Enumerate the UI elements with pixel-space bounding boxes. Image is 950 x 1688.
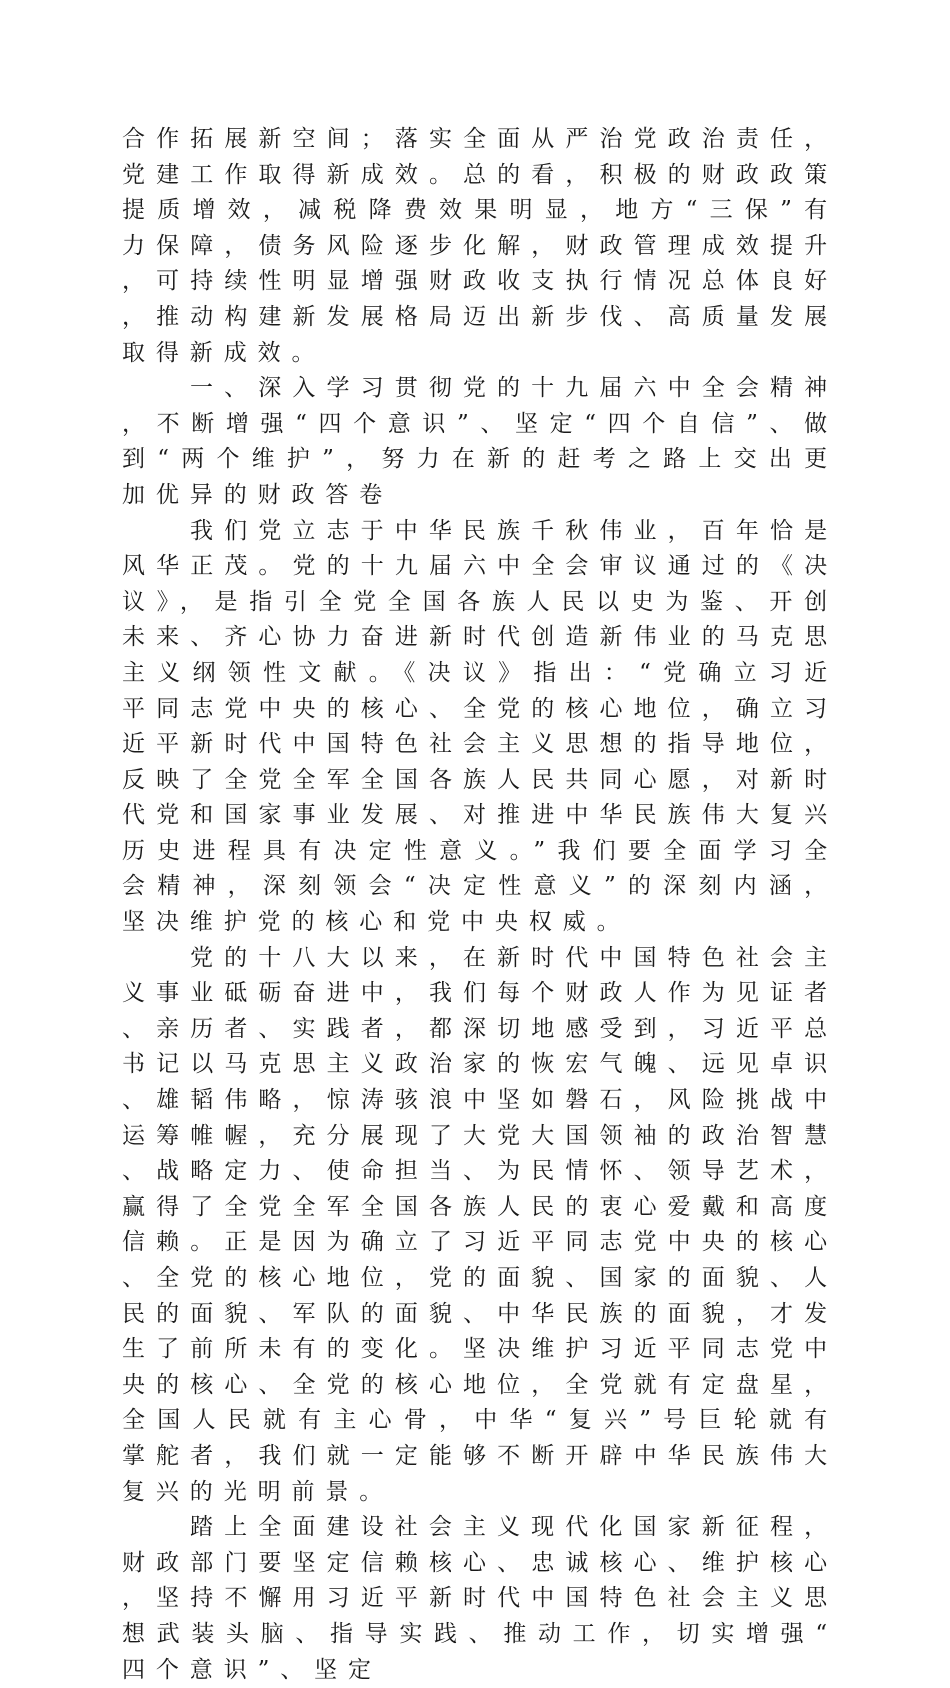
paragraph-since-18th-congress: 党的十八大以来，在新时代中国特色社会主义事业砥砺奋进中，我们每个财政人作为见证者、亲历者、实践者，都深切地感受到，习近平总书记以马克思主义政治家的恢宏气魄、远见卓识、雄韬伟略，惊涛骇浪中坚如磐石，风险挑战中运筹帷幄，充分展现了大党大国领袖的政治智慧、战略定力、使命担当、为民情怀、领导艺术，赢得了全党全军全国各族人民的衷心爱戴和高度信赖。正是因为确立了习近平同志党中央的核心、全党的核心地位，党的面貌、国家的面貌、人民的面貌、军队的面貌、中华民族的面貌，才发生了前所未有的变化。坚决维护习近平同志党中央的核心、全党的核心地位，全党就有定盘星，全国人民就有主心骨，中华“复兴”号巨轮就有掌舵者，我们就一定能够不断开辟中华民族伟大复兴的光明前景。 [122, 944, 838, 1505]
section-heading-1: 一、深入学习贯彻党的十九届六中全会精神，不断增强“四个意识”、坚定“四个自信”、做到“两个维护”，努力在新的赶考之路上交出更加优异的财政答卷 [122, 375, 838, 508]
paragraph-resolution: 我们党立志于中华民族千秋伟业，百年恰是风华正茂。党的十九届六中全会审议通过的《决议》，是指引全党全国各族人民以史为鉴、开创未来、齐心协力奋进新时代创造新伟业的马克思主义纲领性文献。《决议》指出：“党确立习近平同志党中央的核心、全党的核心地位，确立习近平新时代中国特色社会主义思想的指导地位，反映了全党全军全国各族人民共同心愿，对新时代党和国家事业发展、对推进中华民族伟大复兴历史进程具有决定性意义。”我们要全面学习全会精神，深刻领会“决定性意义”的深刻内涵，坚决维护党的核心和党中央权威。 [122, 517, 838, 936]
paragraph-new-journey: 踏上全面建设社会主义现代化国家新征程，财政部门要坚定信赖核心、忠诚核心、维护核心，坚持不懈用习近平新时代中国特色社会主义思想武装头脑、指导实践、推动工作，切实增强“四个意识”、坚定 [122, 1514, 838, 1683]
paragraph-continuation: 合作拓展新空间；落实全面从严治党政治责任，党建工作取得新成效。总的看，积极的财政政策提质增效，减税降费效果明显，地方“三保”有力保障，债务风险逐步化解，财政管理成效提升，可持续性明显增强财政收支执行情况总体良好，推动构建新发展格局迈出新步伐、高质量发展取得新成效。 [122, 126, 838, 366]
document-page [122, 122, 838, 1688]
